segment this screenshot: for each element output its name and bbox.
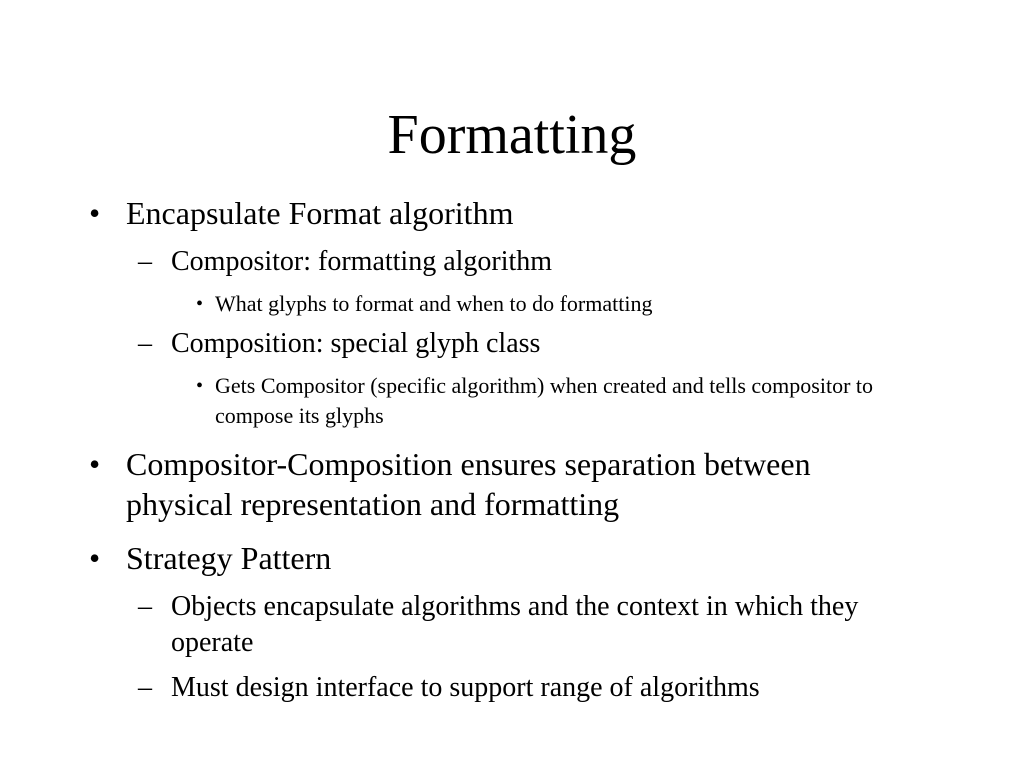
sub-sub-bullet-item: [196, 371, 915, 431]
bullet-marker: •: [89, 540, 101, 576]
dash-marker: –: [138, 591, 152, 622]
bullet-marker: •: [196, 375, 204, 397]
bullet-marker: •: [89, 195, 101, 231]
sub-bullet-item: [138, 589, 871, 661]
bullet-text: Strategy Pattern: [126, 540, 332, 576]
sub-sub-bullet-text: Gets Compositor (specific algorithm) when created and tells compositor to compose its glyphs: [215, 373, 874, 428]
dash-marker: –: [138, 672, 152, 703]
sub-bullet-text: Must design interface to support range of algorithms: [171, 672, 760, 703]
bullet-text: Compositor-Composition ensures separation between physical representation and formatting: [126, 446, 811, 522]
bullet-marker: •: [89, 446, 101, 482]
dash-marker: –: [138, 246, 152, 277]
bullet-text: Encapsulate Format algorithm: [126, 195, 514, 231]
dash-marker: –: [138, 328, 152, 359]
sub-bullet-item: [138, 244, 991, 280]
bullet-marker: •: [196, 293, 204, 315]
bullet-item: [89, 193, 986, 233]
sub-sub-bullet-item: [196, 289, 975, 319]
bullet-item: [89, 538, 986, 578]
sub-bullet-item: [138, 326, 991, 362]
bullet-item: [89, 444, 906, 524]
sub-bullet-item: [138, 670, 991, 706]
sub-bullet-text: Objects encapsulate algorithms and the context in which they operate: [171, 591, 859, 658]
sub-sub-bullet-text: What glyphs to format and when to do formatting: [215, 291, 653, 316]
sub-bullet-text: Compositor: formatting algorithm: [171, 246, 553, 277]
slide-title: Formatting: [387, 104, 637, 166]
sub-bullet-text: Composition: special glyph class: [171, 328, 541, 359]
